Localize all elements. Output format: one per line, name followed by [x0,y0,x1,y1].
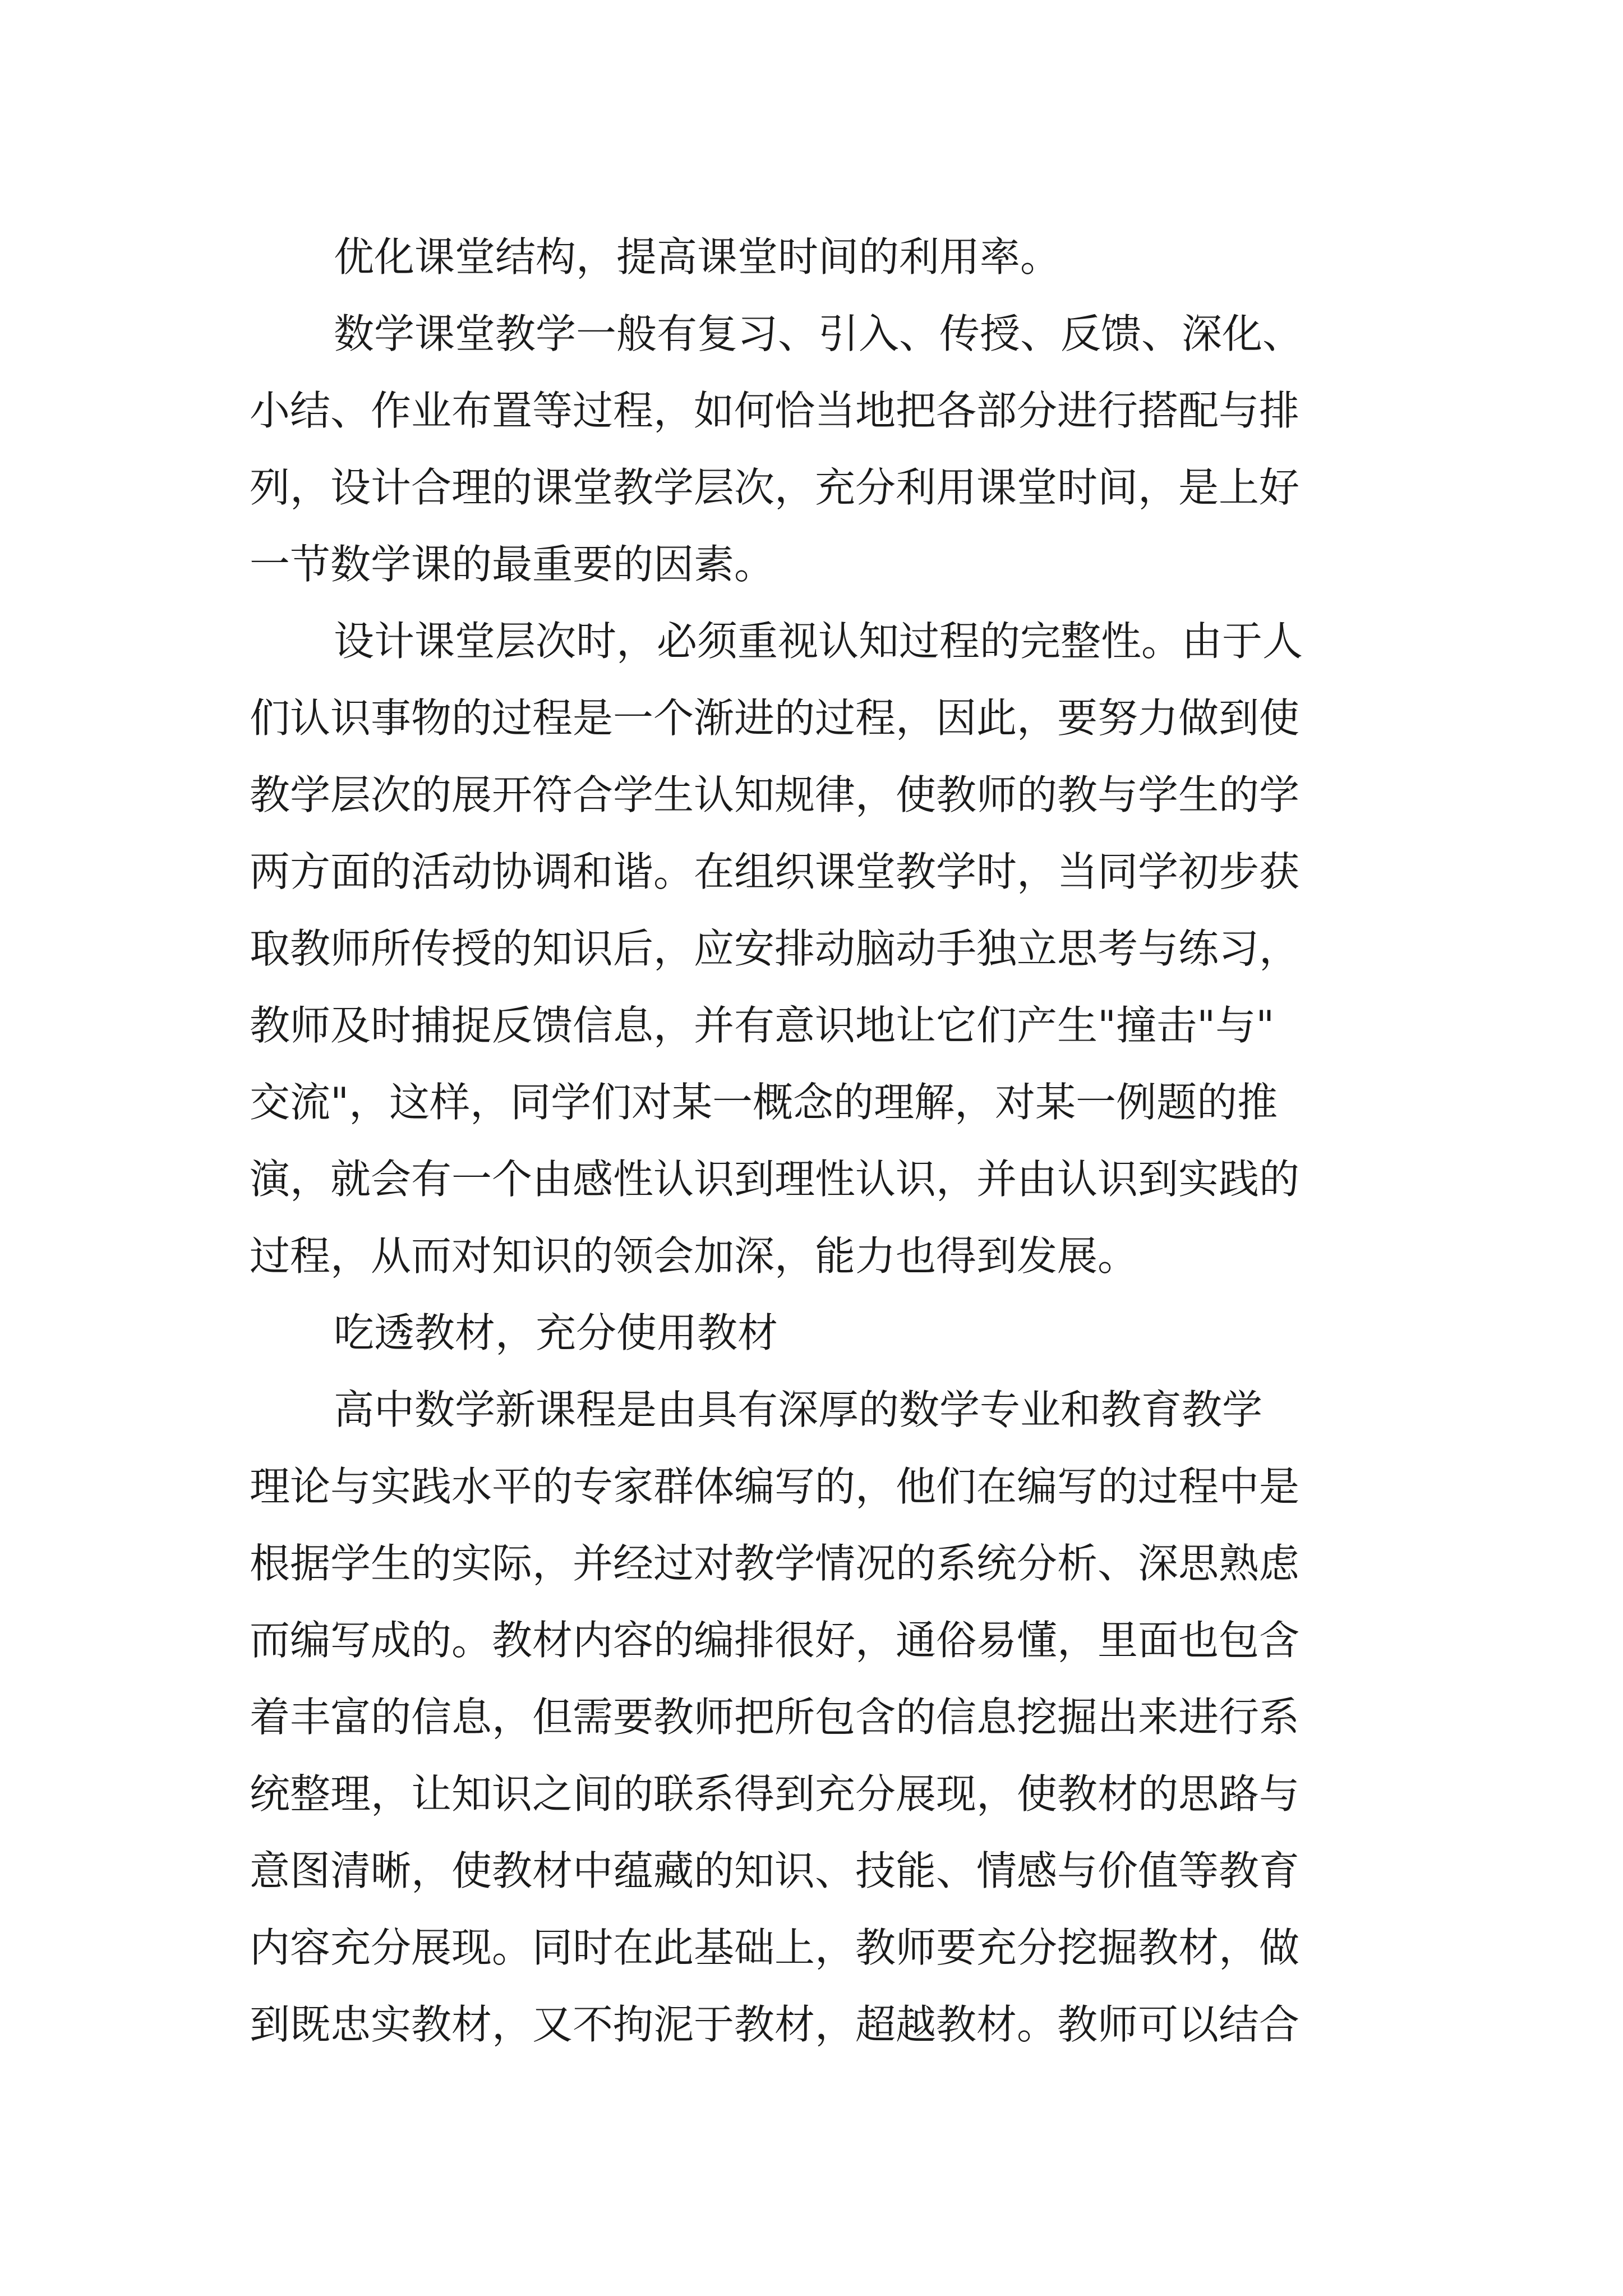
paragraph-line: 过程，从而对知识的领会加深，能力也得到发展。 [250,1232,1138,1280]
paragraph-line: 列，设计合理的课堂教学层次，充分利用课堂时间，是上好 [250,464,1300,511]
paragraph-line: 理论与实践水平的专家群体编写的，他们在编写的过程中是 [250,1463,1300,1510]
paragraph-line: 交流"，这样，同学们对某一概念的理解，对某一例题的推 [250,1079,1278,1126]
paragraph-line: 根据学生的实际，并经过对教学情况的系统分析、深思熟虑 [250,1540,1300,1587]
section-heading: 吃透教材，充分使用教材 [334,1309,778,1356]
paragraph-line: 取教师所传授的知识后，应安排动脑动手独立思考与练习， [250,925,1300,972]
paragraph-line: 教师及时捕捉反馈信息，并有意识地让它们产生"撞击"与" [250,1002,1275,1049]
paragraph-line: 意图清晰，使教材中蕴藏的知识、技能、情感与价值等教育 [250,1847,1300,1894]
paragraph-line: 设计课堂层次时，必须重视认知过程的完整性。由于人 [334,618,1303,665]
paragraph-line: 们认识事物的过程是一个渐进的过程，因此，要努力做到使 [250,694,1300,742]
paragraph-line: 高中数学新课程是由具有深厚的数学专业和教育教学 [334,1386,1263,1433]
body-text [250,219,1396,2063]
paragraph-line: 着丰富的信息，但需要教师把所包含的信息挖掘出来进行系 [250,1694,1300,1741]
paragraph-line: 一节数学课的最重要的因素。 [250,541,775,588]
paragraph-line: 到既忠实教材，又不拘泥于教材，超越教材。教师可以结合 [250,2001,1300,2048]
paragraph-line: 两方面的活动协调和谐。在组织课堂教学时，当同学初步获 [250,848,1300,895]
paragraph-line: 而编写成的。教材内容的编排很好，通俗易懂，里面也包含 [250,1617,1300,1664]
paragraph-line: 演，就会有一个由感性认识到理性认识，并由认识到实践的 [250,1156,1300,1203]
paragraph-line: 数学课堂教学一般有复习、引入、传授、反馈、深化、 [334,310,1303,357]
paragraph-line: 教学层次的展开符合学生认知规律，使教师的教与学生的学 [250,771,1300,818]
paragraph-line: 优化课堂结构，提高课堂时间的利用率。 [334,233,1061,280]
paragraph-line: 统整理，让知识之间的联系得到充分展现，使教材的思路与 [250,1770,1300,1818]
paragraph-line: 小结、作业布置等过程，如何恰当地把各部分进行搭配与排 [250,387,1300,434]
paragraph-line: 内容充分展现。同时在此基础上，教师要充分挖掘教材，做 [250,1924,1300,1971]
